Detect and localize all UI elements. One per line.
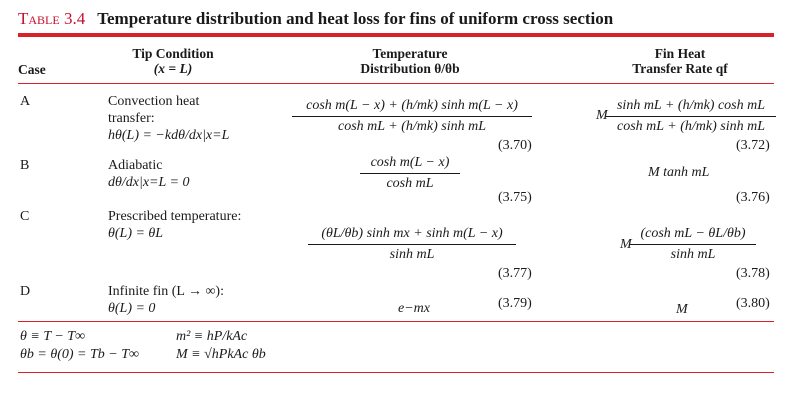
case-b-temp-denominator: cosh mL [386,176,434,191]
case-c-rate-fraction [630,226,756,263]
caption-rule [18,33,774,37]
header-temp-line1: Temperature [372,46,448,61]
case-d-label: D [20,284,31,299]
case-c-temp-numerator: (θL/θb) sinh mx + sinh m(L − x) [321,226,503,241]
note-big-m: M ≡ √hPkAc θb [176,347,266,362]
table-title: Temperature distribution and heat loss for fins of uniform cross section [97,9,614,28]
header-heat-rate [610,46,750,76]
case-a-rate-prefix: M [596,108,608,123]
case-b-label: B [20,158,30,173]
header-rate-line2: Transfer Rate qf [632,61,728,76]
case-c-rate-numerator: (cosh mL − θL/θb) [640,226,746,241]
header-tip-line1: Tip Condition [132,46,214,61]
case-a-label: A [20,94,31,109]
eq-3-79: (3.79) [498,296,532,311]
note-theta-b: θb = θ(0) = Tb − T∞ [20,347,139,362]
case-b-tip-line2: dθ/dx|x=L = 0 [108,175,190,190]
eq-3-75: (3.75) [498,190,532,205]
case-a-temp-denominator: cosh mL + (h/mk) sinh mL [337,119,487,134]
note-m-squared: m² ≡ hP/kAc [176,329,248,344]
eq-3-76: (3.76) [736,190,770,205]
case-c-rate-denominator: sinh mL [670,247,716,262]
case-d-tip [108,283,224,317]
bottom-rule [18,372,774,373]
eq-3-77: (3.77) [498,266,532,281]
header-temperature [340,46,480,76]
case-c-tip-line2: θ(L) = θL [108,226,164,241]
note-theta: θ ≡ T − T∞ [20,329,86,344]
case-c-tip [108,208,241,242]
case-b-tip [108,157,189,191]
eq-3-72: (3.72) [736,138,770,153]
case-a-rate-fraction [606,98,776,135]
case-c-tip-line1: Prescribed temperature: [108,209,242,224]
header-rate-line1: Fin Heat [654,46,706,61]
case-b-temp-numerator: cosh m(L − x) [370,155,450,170]
case-a-tip-line2: transfer: [108,111,155,126]
eq-3-78: (3.78) [736,266,770,281]
case-a-rate-numerator: sinh mL + (h/mk) cosh mL [616,98,766,113]
case-a-tip-line1: Convection heat [108,94,200,109]
case-c-temp-denominator: sinh mL [389,247,435,262]
case-c-temp-fraction [308,226,516,263]
case-b-rate: M tanh mL [648,165,710,180]
header-tip-line2: (x = L) [153,61,193,76]
case-b-temp-fraction [360,155,460,192]
case-a-tip-line3: hθ(L) = −kdθ/dx|x=L [108,128,230,143]
table-caption [18,9,613,29]
table-number: Table 3.4 [18,9,86,28]
case-b-tip-line1: Adiabatic [108,158,163,173]
case-d-tip-line1: Infinite fin (L → ∞): [108,284,224,299]
eq-3-70: (3.70) [498,138,532,153]
header-rule [18,83,774,84]
case-d-temp: e−mx [398,301,430,316]
case-d-rate: M [676,302,688,317]
case-a-rate-denominator: cosh mL + (h/mk) sinh mL [616,119,766,134]
case-a-tip [108,93,229,144]
header-case: Case [18,62,46,77]
footer-rule [18,321,774,322]
case-a-temp-fraction [292,98,532,135]
case-d-tip-line2: θ(L) = 0 [108,301,156,316]
header-temp-line2: Distribution θ/θb [360,61,460,76]
header-tip-condition [108,46,238,76]
case-c-label: C [20,209,30,224]
case-a-temp-numerator: cosh m(L − x) + (h/mk) sinh m(L − x) [306,98,518,113]
case-c-rate-prefix: M [620,237,632,252]
eq-3-80: (3.80) [736,296,770,311]
